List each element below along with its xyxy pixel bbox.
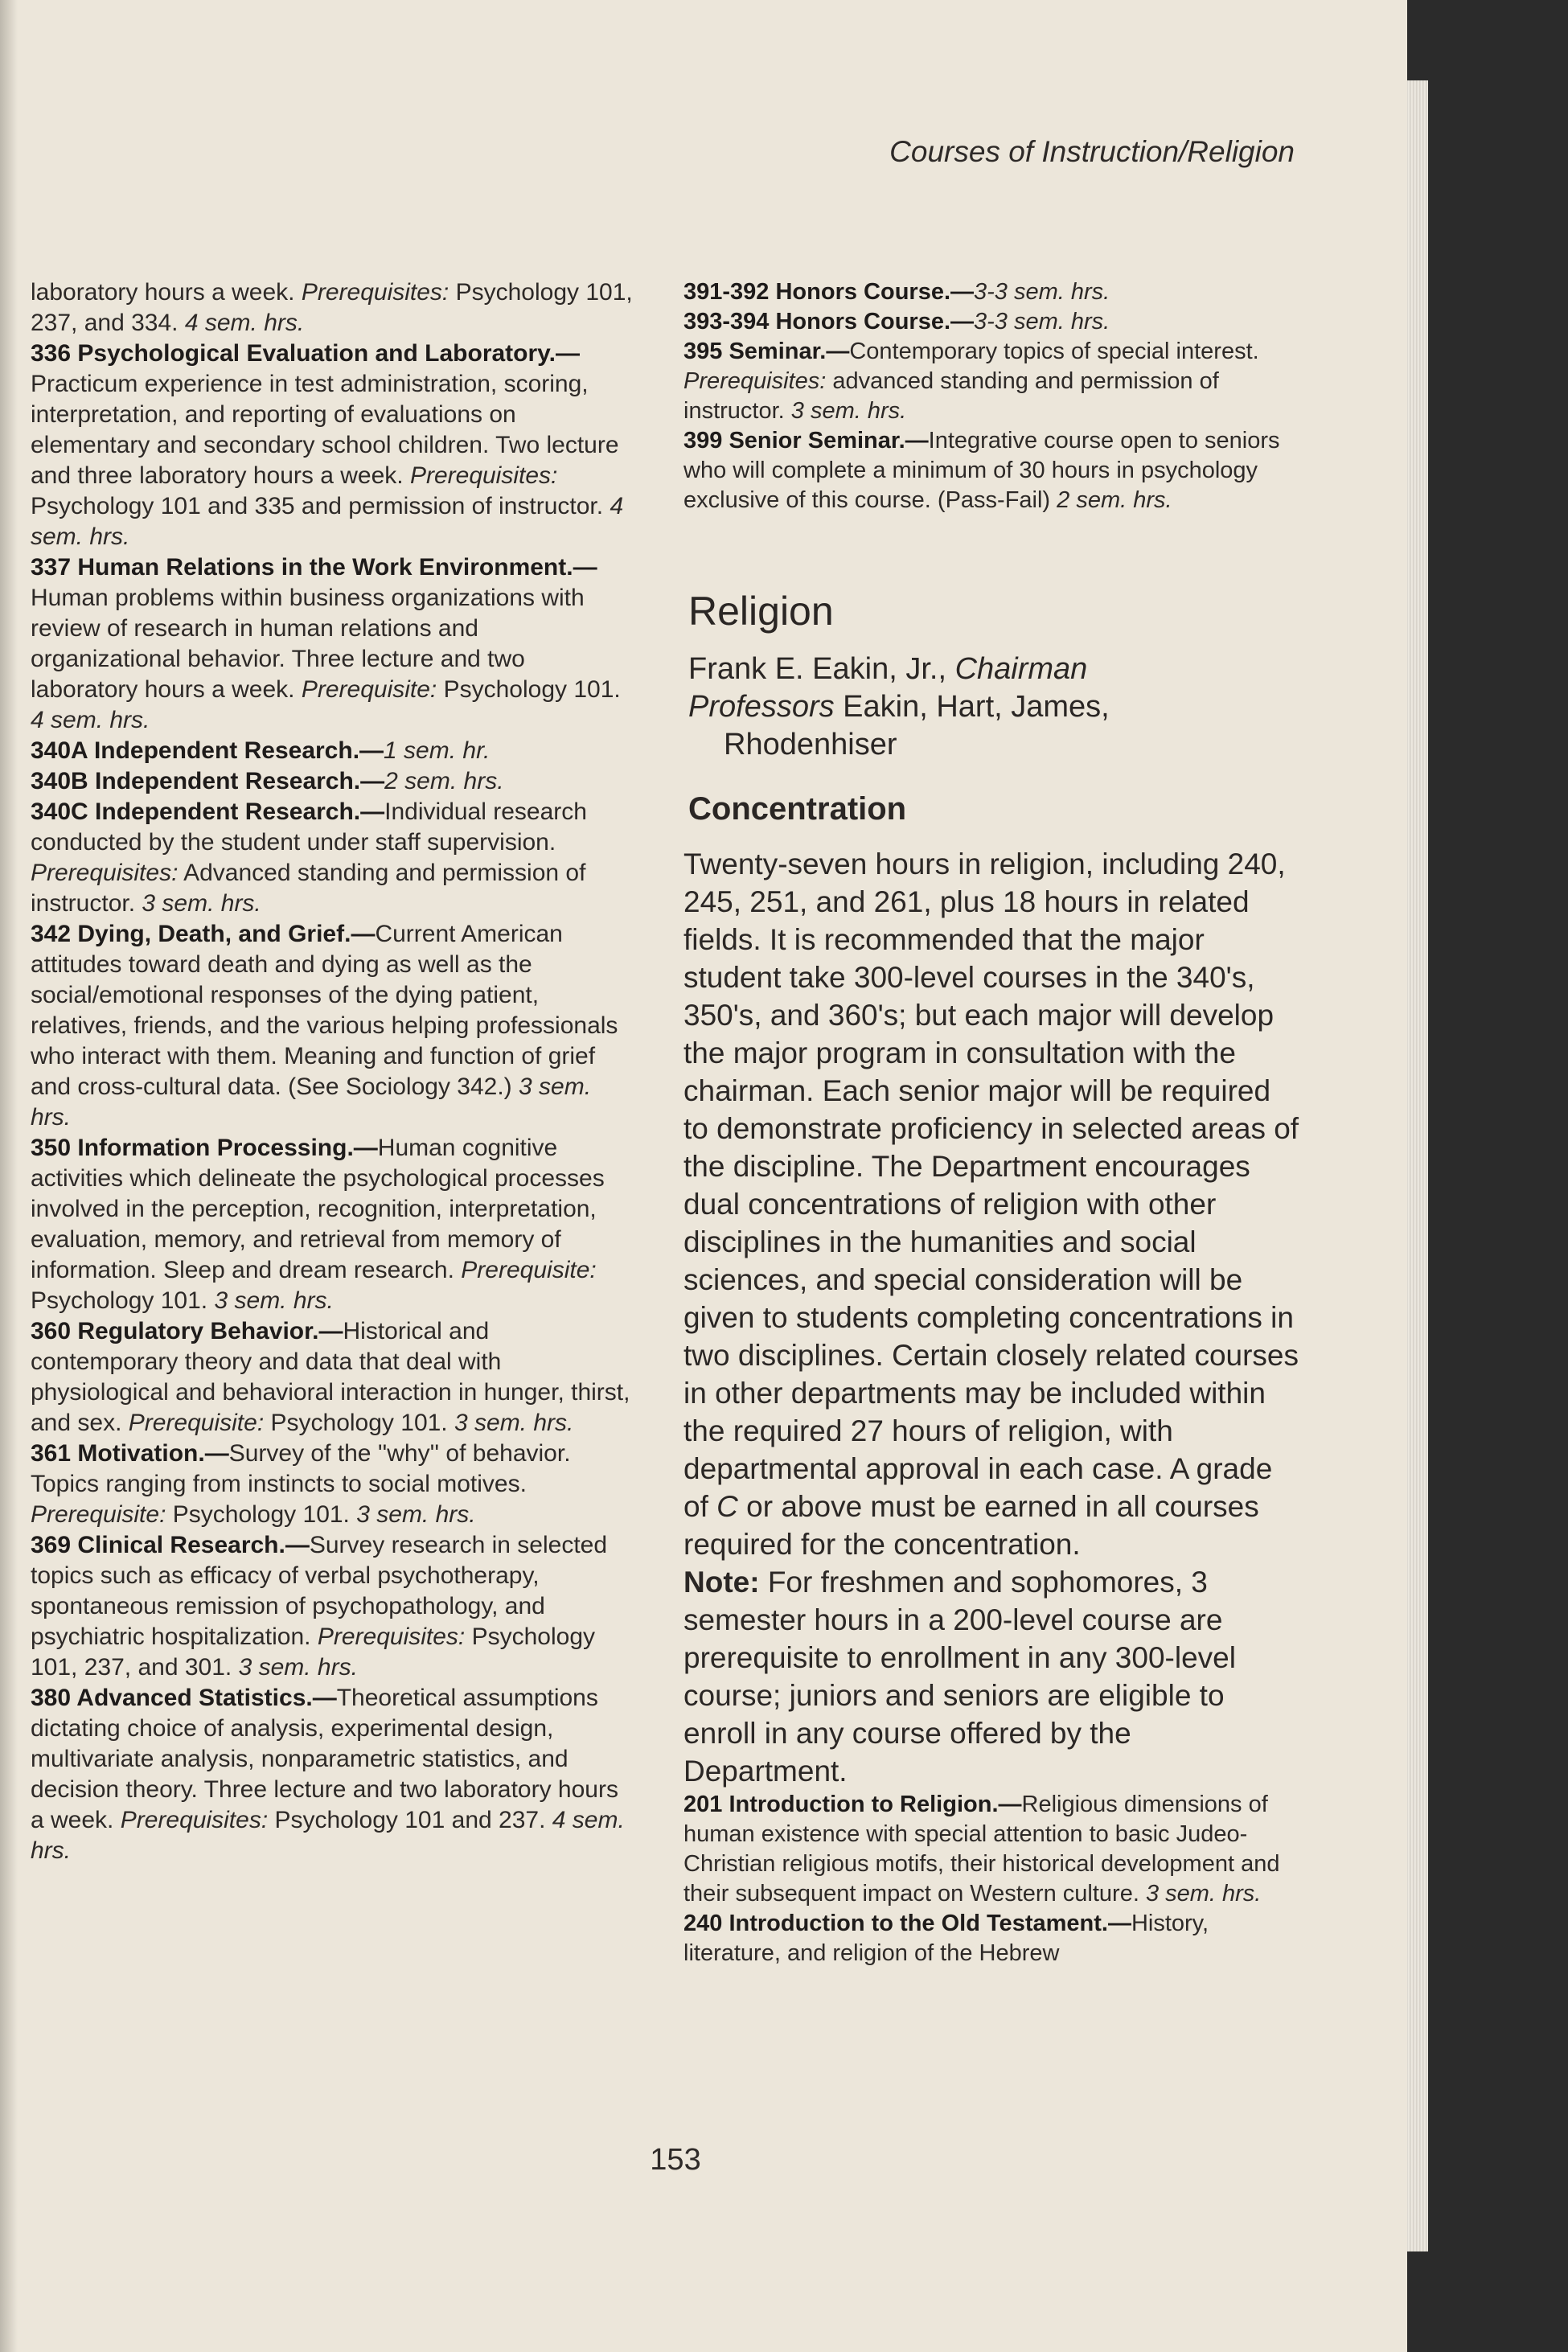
course-entry (31, 736, 635, 766)
course-description: laboratory hours a week. (31, 279, 302, 306)
credit-hours: 3 sem. hrs. (790, 398, 907, 424)
course-entry (31, 339, 635, 552)
credit-hours: 3 sem. hrs. (238, 1654, 358, 1681)
credit-hours: 3-3 sem. hrs. (974, 279, 1110, 305)
course-title: 336 Psychological Evaluation and Laboratory.— (31, 340, 580, 367)
prerequisite-text: Psychology 101 and 335 and permission of instructor. (31, 493, 610, 519)
concentration-heading: Concentration (688, 791, 907, 827)
credit-hours: 3 sem. hrs. (454, 1410, 574, 1436)
prerequisite-text: Psychology 101 and 237. (268, 1807, 552, 1833)
course-entry (31, 277, 635, 339)
right-course-list-bottom (683, 1790, 1301, 1968)
prerequisite-label: Prerequisite: (128, 1410, 265, 1436)
course-entry (31, 1683, 635, 1866)
credit-hours: 3 sem. hrs. (356, 1501, 476, 1528)
left-column (31, 277, 635, 1866)
course-description: Survey of the ''why'' of behavior. Topics ranging from instincts to social motives. (31, 1440, 571, 1497)
note-text: For freshmen and sophomores, 3 semester hours in a 200-level course are prerequisite to enrollment in any 300-level course; juniors and seniors are eligible to enroll in any course offered by the Department. (683, 1566, 1236, 1788)
course-title: 369 Clinical Research.— (31, 1532, 310, 1558)
credit-hours: 3 sem. hrs. (214, 1287, 334, 1314)
prerequisite-label: Prerequisites: (31, 860, 179, 886)
course-entry (31, 1530, 635, 1683)
course-description: Religious dimensions of human existence with special attention to basic Judeo-Christian religious motifs, their historical development and their subsequent impact on Western culture. (683, 1792, 1280, 1907)
right-column (683, 277, 1301, 1968)
course-title: 395 Seminar.— (683, 339, 850, 364)
course-entry (31, 766, 635, 797)
course-entry (31, 1316, 635, 1439)
course-title: 399 Senior Seminar.— (683, 428, 929, 454)
prerequisite-label: Prerequisites: (301, 279, 449, 306)
course-entry (31, 1439, 635, 1530)
section-heading-religion: Religion (688, 589, 834, 634)
course-title: 380 Advanced Statistics.— (31, 1685, 337, 1711)
course-title: 340C Independent Research.— (31, 798, 385, 825)
course-description: Theoretical assumptions dictating choice of analysis, experimental design, multivariate analysis, nonparametric statistics, and decision theory. Three lecture and two laboratory hours a week. (31, 1685, 618, 1833)
credit-hours: 4 sem. hrs. (31, 1807, 625, 1864)
course-description: Current American attitudes toward death and dying as well as the social/emotional responses of the dying patient, relatives, friends, and the various helping professionals who interact with them. Meaning and function of grief and cross-cultural data. (See Sociology 342.) (31, 921, 618, 1100)
concentration-grade: C (716, 1490, 738, 1523)
credit-hours: 2 sem. hrs. (1057, 487, 1172, 513)
credit-hours: 4 sem. hrs. (31, 707, 150, 733)
course-title: 342 Dying, Death, and Grief.— (31, 921, 376, 947)
course-entry (683, 337, 1301, 426)
prerequisite-label: Prerequisite: (461, 1257, 597, 1283)
course-description: Individual research conducted by the student under staff supervision. (31, 798, 587, 856)
course-description: Contemporary topics of special interest. (849, 339, 1259, 364)
course-entry (31, 919, 635, 1133)
course-entry (683, 277, 1301, 307)
note-label: Note: (683, 1566, 760, 1599)
course-description: Human cognitive activities which delineate the psychological processes involved in the perception, recognition, interpretation, evaluation, memory, and retrieval from memory of information. Sleep and dream research. (31, 1135, 605, 1283)
course-entry (683, 307, 1301, 337)
course-description: Practicum experience in test administration, scoring, interpretation, and reporting of evaluations on elementary and secondary school children. Two lecture and three laboratory hours a week. (31, 371, 619, 489)
prerequisite-text: Psychology 101. (31, 1287, 215, 1314)
course-description: Integrative course open to seniors who will complete a minimum of 30 hours in psychology exclusive of this course. (Pass-Fail) (683, 428, 1280, 513)
prerequisite-label: Prerequisites: (120, 1807, 269, 1833)
course-title: 393-394 Honors Course.— (683, 309, 975, 335)
course-title: 240 Introduction to the Old Testament.— (683, 1911, 1131, 1936)
course-title: 340B Independent Research.— (31, 768, 385, 794)
prerequisite-text: Advanced standing and permission of instructor. (31, 860, 586, 917)
course-description: Survey research in selected topics such as efficacy of verbal psychotherapy, spontaneous remission of psychopathology, and psychiatric hospitalization. (31, 1532, 608, 1650)
faculty-listing (688, 651, 1301, 764)
professors-names: Eakin, Hart, James, (834, 690, 1110, 724)
credit-hours: 4 sem. hrs. (184, 310, 305, 336)
course-entry (683, 426, 1301, 515)
course-title: 391-392 Honors Course.— (683, 279, 975, 305)
professors-label: Professors (688, 690, 835, 724)
concentration-requirements (683, 845, 1301, 1790)
credit-hours: 1 sem. hr. (384, 737, 491, 764)
left-course-list (31, 277, 635, 1866)
chair-name: Frank E. Eakin, Jr., (688, 652, 955, 686)
course-description: Human problems within business organizations with review of research in human relations and organizational behavior. Three lecture and two laboratory hours a week. (31, 585, 585, 703)
prerequisite-label: Prerequisites: (409, 462, 558, 489)
prerequisite-text: Psychology 101. (437, 676, 621, 703)
credit-hours: 2 sem. hrs. (384, 768, 504, 794)
prerequisite-label: Prerequisite: (31, 1501, 166, 1528)
credit-hours: 3 sem. hrs. (1145, 1881, 1262, 1907)
page-stack-edge (1407, 80, 1428, 2251)
course-title: 337 Human Relations in the Work Environment.— (31, 554, 597, 581)
prerequisite-text: Psychology 101, 237, and 334. (31, 279, 633, 336)
course-entry (31, 1133, 635, 1316)
credit-hours: 3 sem. hrs. (142, 890, 261, 917)
right-course-list-top (683, 277, 1301, 515)
credit-hours: 3 sem. hrs. (31, 1073, 592, 1131)
concentration-text: Twenty-seven hours in religion, including 240, 245, 251, and 261, plus 18 hours in related fields. It is recommended that the major student take 300-level courses in the 340's, 350's, and 360's; but each major will develop the major program in consultation with the chairman. Each senior major will be required to demonstrate proficiency in selected areas of the discipline. The Department encourages dual concentrations of religion with other disciplines in the humanities and social sciences, and special consideration will be given to students completing concentrations in two disciplines. Certain closely related courses in other departments may be included within the required 27 hours of religion, with departmental approval in each case. A grade of (683, 848, 1299, 1523)
credit-hours: 4 sem. hrs. (31, 493, 624, 550)
prerequisite-text: Psychology 101. (264, 1410, 454, 1436)
prerequisite-label: Prerequisites: (683, 368, 827, 394)
prerequisite-text: Psychology 101. (166, 1501, 357, 1528)
prerequisite-label: Prerequisites: (317, 1623, 466, 1650)
course-entry (31, 552, 635, 736)
prerequisite-text: advanced standing and permission of instructor. (683, 368, 1219, 424)
course-description: Historical and contemporary theory and data that deal with physiological and behavioral interaction in hunger, thirst, and sex. (31, 1318, 630, 1436)
course-title: 360 Regulatory Behavior.— (31, 1318, 343, 1344)
concentration-text-end: or above must be earned in all courses required for the concentration. (683, 1490, 1259, 1561)
course-title: 201 Introduction to Religion.— (683, 1792, 1022, 1817)
credit-hours: 3-3 sem. hrs. (974, 309, 1110, 335)
course-entry (31, 797, 635, 919)
course-entry (683, 1909, 1301, 1968)
course-title: 361 Motivation.— (31, 1440, 229, 1467)
professors-names-continued: Rhodenhiser (724, 728, 897, 761)
course-entry (683, 1790, 1301, 1909)
page-number: 153 (650, 2143, 701, 2177)
course-description: History, literature, and religion of the Hebrew (683, 1911, 1209, 1966)
course-title: 350 Information Processing.— (31, 1135, 378, 1161)
running-head: Courses of Instruction/Religion (889, 135, 1295, 168)
page-gutter-shadow (0, 0, 18, 2352)
course-title: 340A Independent Research.— (31, 737, 384, 764)
chair-title: Chairman (954, 652, 1088, 686)
prerequisite-text: Psychology 101, 237, and 301. (31, 1623, 596, 1681)
prerequisite-label: Prerequisite: (301, 676, 437, 703)
